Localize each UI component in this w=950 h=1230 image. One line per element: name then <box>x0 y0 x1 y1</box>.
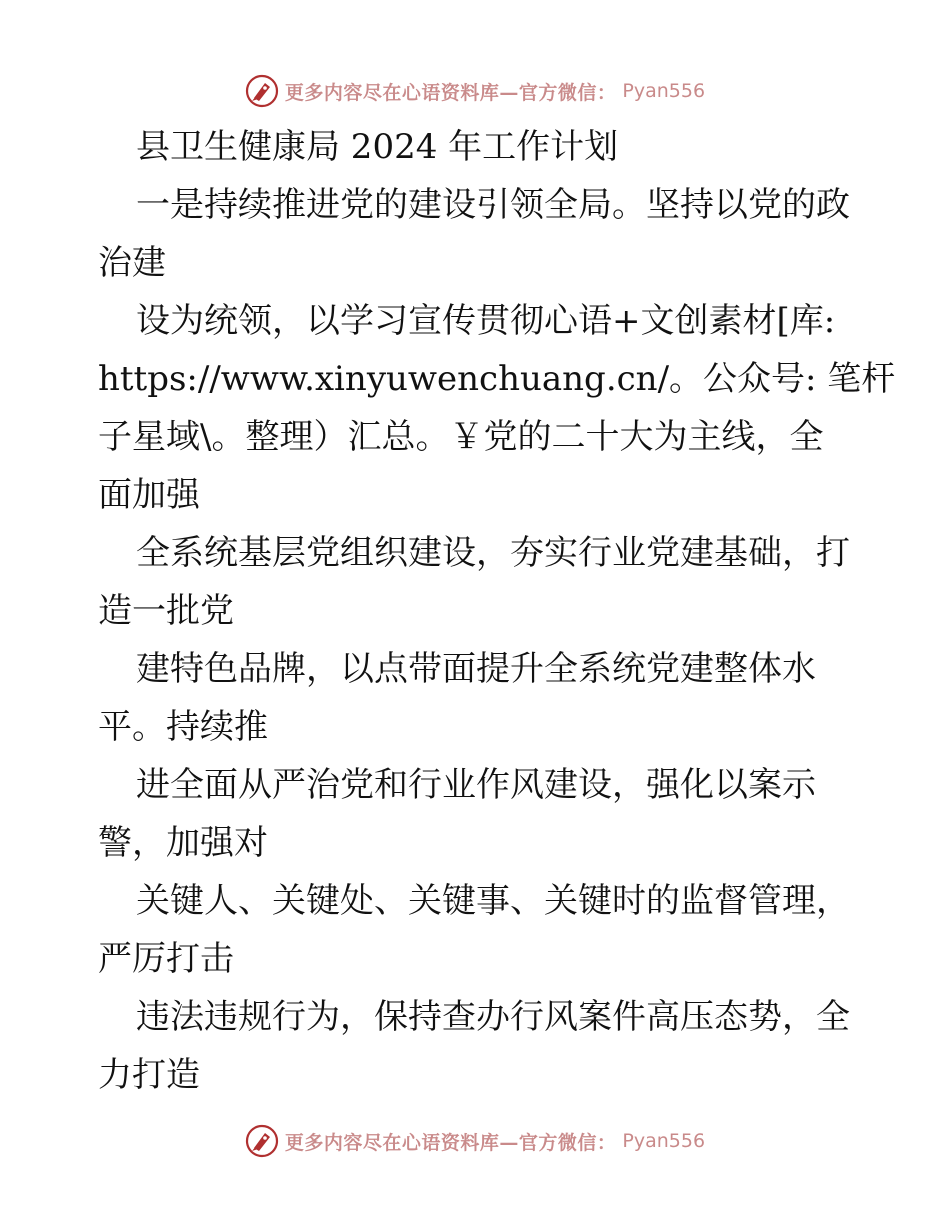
body-line: 严厉打击 <box>98 939 234 979</box>
body-line: 警，加强对 <box>98 823 268 863</box>
banner-contact: Pyan556 <box>622 80 706 102</box>
banner-contact: Pyan556 <box>622 1130 706 1152</box>
body-line: 一是持续推进党的建设引领全局。坚持以党的政 <box>136 185 850 225</box>
body-line: 造一批党 <box>98 591 234 631</box>
body-line: 子星域\。整理）汇总。￥党的二十大为主线，全 <box>98 417 824 457</box>
pen-nib-logo-icon <box>245 1124 279 1158</box>
body-line: 进全面从严治党和行业作风建设，强化以案示 <box>136 765 816 805</box>
body-line: 全系统基层党组织建设，夯实行业党建基础，打 <box>136 533 850 573</box>
body-line: 力打造 <box>98 1055 200 1095</box>
pen-nib-logo-icon <box>245 74 279 108</box>
footer-banner <box>0 1121 950 1161</box>
body-line: https://www.xinyuwenchuang.cn/。公众号: 笔杆 <box>98 359 896 399</box>
document-title: 县卫生健康局 2024 年工作计划 <box>136 127 619 167</box>
body-line: 设为统领，以学习宣传贯彻心语+文创素材[库: <box>136 301 836 341</box>
body-line: 面加强 <box>98 475 200 515</box>
body-line: 建特色品牌，以点带面提升全系统党建整体水 <box>136 649 816 689</box>
body-line: 违法违规行为，保持查办行风案件高压态势，全 <box>136 997 850 1037</box>
body-line: 平。持续推 <box>98 707 268 747</box>
header-banner <box>0 71 950 111</box>
body-line: 治建 <box>98 243 166 283</box>
banner-text: 更多内容尽在心语资料库—官方微信： <box>284 81 617 104</box>
body-line: 关键人、关键处、关键事、关键时的监督管理， <box>136 881 850 921</box>
banner-text: 更多内容尽在心语资料库—官方微信： <box>284 1131 617 1154</box>
